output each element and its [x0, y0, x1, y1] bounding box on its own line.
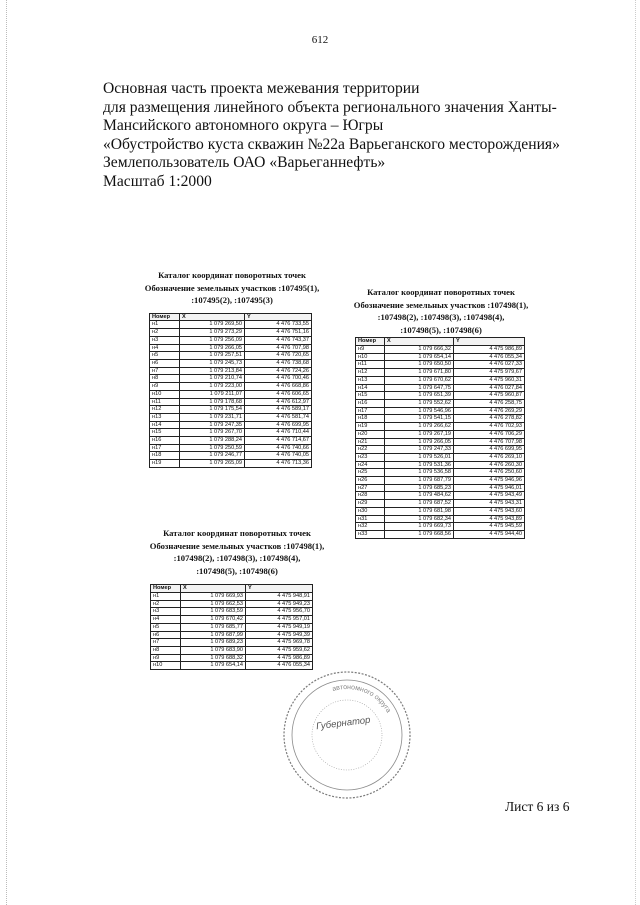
table-row	[356, 353, 525, 361]
table-row	[356, 407, 525, 415]
table-cell-x: 1 079 662,53	[181, 600, 246, 608]
table-row	[151, 623, 313, 631]
table-cell-num: н16	[150, 437, 180, 445]
table-cell-x: 1 079 247,35	[180, 421, 245, 429]
heading-line: Масштаб 1:2000	[103, 172, 212, 190]
table-cell-y: 4 475 956,70	[246, 608, 313, 616]
table-cell-num: н6	[151, 631, 181, 639]
table-cell-x: 1 079 689,23	[181, 639, 246, 647]
table-cell-x: 1 079 688,32	[181, 654, 246, 662]
coordinate-catalog-3	[137, 527, 337, 670]
table-header-row	[356, 338, 525, 346]
table-row	[151, 647, 313, 655]
table-cell-num: н9	[356, 346, 385, 354]
table-row	[150, 375, 312, 383]
table-row	[150, 460, 312, 468]
column-header: Номер	[151, 585, 181, 593]
table-cell-x: 1 079 654,14	[385, 353, 454, 361]
table-cell-x: 1 079 211,07	[180, 390, 245, 398]
table-cell-x: 1 079 484,62	[385, 492, 454, 500]
table-cell-num: н13	[356, 376, 385, 384]
table-cell-x: 1 079 654,14	[181, 662, 246, 670]
table-cell-num: н10	[150, 390, 180, 398]
column-header: Y	[454, 338, 525, 346]
table-cell-x: 1 079 526,01	[385, 453, 454, 461]
table-row	[356, 423, 525, 431]
table-cell-y: 4 476 250,60	[454, 469, 525, 477]
column-header: X	[180, 313, 245, 321]
table-cell-num: н6	[150, 360, 180, 368]
table-row	[150, 421, 312, 429]
catalog-title: Каталог координат поворотных точек	[367, 287, 515, 297]
table-row	[356, 477, 525, 485]
table-row	[356, 376, 525, 384]
table-cell-x: 1 079 247,33	[385, 446, 454, 454]
table-row	[356, 446, 525, 454]
table-cell-y: 4 476 027,84	[454, 384, 525, 392]
table-cell-num: н19	[356, 423, 385, 431]
table-cell-num: н19	[150, 460, 180, 468]
table-cell-num: н8	[150, 375, 180, 383]
table-cell-num: н20	[356, 430, 385, 438]
table-cell-num: н11	[150, 398, 180, 406]
table-cell-x: 1 079 223,00	[180, 383, 245, 391]
catalog-subtitle: :107495(2), :107495(3)	[191, 295, 273, 306]
table-cell-y: 4 475 959,62	[246, 647, 313, 655]
table-cell-num: н8	[151, 647, 181, 655]
table-row	[150, 367, 312, 375]
table-cell-y: 4 476 668,86	[245, 383, 312, 391]
table-cell-num: н24	[356, 461, 385, 469]
table-cell-y: 4 475 969,78	[246, 639, 313, 647]
table-cell-x: 1 079 213,84	[180, 367, 245, 375]
table-cell-y: 4 475 960,31	[454, 376, 525, 384]
coordinate-catalog-2	[336, 286, 546, 539]
catalog-subtitle: :107498(2), :107498(3), :107498(4),	[377, 312, 505, 323]
table-cell-x: 1 079 178,68	[180, 398, 245, 406]
table-cell-y: 4 475 949,23	[246, 600, 313, 608]
table-cell-x: 1 079 269,50	[180, 321, 245, 329]
table-row	[150, 321, 312, 329]
table-cell-num: н12	[150, 406, 180, 414]
table-cell-y: 4 476 710,44	[245, 429, 312, 437]
table-cell-y: 4 475 946,01	[454, 484, 525, 492]
table-cell-x: 1 079 671,80	[385, 369, 454, 377]
column-header: Номер	[150, 313, 180, 321]
table-header-row	[151, 585, 313, 593]
table-row	[356, 484, 525, 492]
column-header: Y	[246, 585, 313, 593]
table-cell-num: н27	[356, 484, 385, 492]
table-cell-num: н3	[151, 608, 181, 616]
table-row	[356, 515, 525, 523]
table-cell-num: н2	[150, 329, 180, 337]
table-cell-y: 4 476 055,34	[246, 662, 313, 670]
table-row	[356, 492, 525, 500]
table-cell-num: н5	[151, 623, 181, 631]
table-cell-y: 4 476 278,82	[454, 415, 525, 423]
table-cell-y: 4 476 751,16	[245, 329, 312, 337]
table-cell-y: 4 475 943,89	[454, 515, 525, 523]
table-cell-num: н7	[151, 639, 181, 647]
table-cell-y: 4 475 944,40	[454, 530, 525, 538]
table-cell-y: 4 475 986,89	[246, 654, 313, 662]
table-row	[356, 400, 525, 408]
table-cell-y: 4 476 724,26	[245, 367, 312, 375]
column-header: Y	[245, 313, 312, 321]
table-cell-x: 1 079 267,70	[180, 429, 245, 437]
table-cell-x: 1 079 651,39	[385, 392, 454, 400]
table-cell-num: н12	[356, 369, 385, 377]
table-row	[151, 608, 313, 616]
catalog-subtitle: Обозначение земельных участков :107498(1),	[353, 299, 529, 310]
coordinates-table	[149, 313, 312, 468]
table-cell-x: 1 079 669,73	[385, 523, 454, 531]
table-cell-x: 1 079 681,98	[385, 507, 454, 515]
table-cell-x: 1 079 175,54	[180, 406, 245, 414]
table-row	[356, 461, 525, 469]
seal-label: Губернатор	[315, 714, 371, 733]
table-row	[150, 352, 312, 360]
table-cell-num: н22	[356, 446, 385, 454]
table-cell-y: 4 475 943,60	[454, 507, 525, 515]
table-cell-x: 1 079 246,77	[180, 452, 245, 460]
table-cell-num: н15	[356, 392, 385, 400]
table-row	[151, 639, 313, 647]
catalog-subtitle: :107498(2), :107498(3), :107498(4),	[173, 553, 301, 564]
table-row	[150, 344, 312, 352]
table-cell-y: 4 475 960,87	[454, 392, 525, 400]
table-row	[150, 429, 312, 437]
table-cell-num: н26	[356, 477, 385, 485]
table-cell-y: 4 476 027,33	[454, 361, 525, 369]
table-row	[150, 329, 312, 337]
catalog-subtitle: Обозначение земельных участков :107498(1),	[149, 540, 325, 551]
table-cell-x: 1 079 685,23	[385, 484, 454, 492]
table-row	[150, 406, 312, 414]
table-cell-x: 1 079 265,09	[180, 460, 245, 468]
table-cell-y: 4 476 743,37	[245, 336, 312, 344]
table-cell-num: н14	[356, 384, 385, 392]
table-row	[356, 507, 525, 515]
table-cell-x: 1 079 531,36	[385, 461, 454, 469]
table-row	[151, 616, 313, 624]
table-cell-num: н33	[356, 530, 385, 538]
table-row	[150, 437, 312, 445]
table-cell-x: 1 079 552,62	[385, 400, 454, 408]
table-cell-x: 1 079 683,59	[181, 608, 246, 616]
seal-inner-ring	[312, 700, 382, 770]
catalog-title: Каталог координат поворотных точек	[158, 270, 306, 280]
document-heading	[103, 80, 623, 192]
table-row	[151, 654, 313, 662]
table-cell-x: 1 079 687,79	[385, 477, 454, 485]
table-row	[356, 523, 525, 531]
page-number: 612	[311, 34, 329, 46]
table-cell-num: н7	[150, 367, 180, 375]
table-cell-num: н10	[356, 353, 385, 361]
table-cell-num: н17	[150, 444, 180, 452]
table-cell-y: 4 476 700,46	[245, 375, 312, 383]
table-cell-x: 1 079 670,42	[181, 616, 246, 624]
table-cell-y: 4 476 720,65	[245, 352, 312, 360]
table-cell-y: 4 476 740,05	[245, 452, 312, 460]
catalog-subtitle: :107498(5), :107498(6)	[400, 324, 482, 335]
heading-line: «Обустройство куста скважин №22а Варьеганского месторождения»	[103, 135, 560, 153]
table-cell-num: н16	[356, 400, 385, 408]
table-row	[356, 469, 525, 477]
table-cell-x: 1 079 245,73	[180, 360, 245, 368]
table-cell-x: 1 079 682,34	[385, 515, 454, 523]
seal-middle-ring	[292, 680, 402, 790]
table-cell-num: н10	[151, 662, 181, 670]
table-cell-x: 1 079 683,90	[181, 647, 246, 655]
table-cell-y: 4 476 589,17	[245, 406, 312, 414]
table-cell-y: 4 476 713,36	[245, 460, 312, 468]
sheet-number: Лист 6 из 6	[505, 799, 570, 814]
table-cell-num: н4	[150, 344, 180, 352]
table-cell-y: 4 476 702,93	[454, 423, 525, 431]
table-cell-x: 1 079 210,74	[180, 375, 245, 383]
table-cell-num: н18	[150, 452, 180, 460]
table-cell-y: 4 476 740,66	[245, 444, 312, 452]
heading-line: для размещения линейного объекта регионального значения Ханты-	[103, 98, 557, 116]
table-row	[356, 392, 525, 400]
table-row	[356, 500, 525, 508]
table-cell-x: 1 079 650,50	[385, 361, 454, 369]
table-row	[151, 631, 313, 639]
catalog-title: Каталог координат поворотных точек	[163, 528, 311, 538]
table-cell-num: н9	[150, 383, 180, 391]
table-cell-y: 4 475 979,67	[454, 369, 525, 377]
table-row	[356, 384, 525, 392]
table-row	[356, 415, 525, 423]
table-cell-y: 4 476 055,34	[454, 353, 525, 361]
heading-line: Землепользователь ОАО «Варьеганнефть»	[103, 154, 386, 172]
table-cell-num: н31	[356, 515, 385, 523]
table-cell-x: 1 079 288,24	[180, 437, 245, 445]
table-row	[356, 453, 525, 461]
table-cell-x: 1 079 250,59	[180, 444, 245, 452]
table-row	[150, 383, 312, 391]
table-cell-num: н17	[356, 407, 385, 415]
table-cell-x: 1 079 541,15	[385, 415, 454, 423]
table-cell-y: 4 475 949,19	[246, 623, 313, 631]
table-cell-y: 4 475 957,01	[246, 616, 313, 624]
column-header: X	[181, 585, 246, 593]
table-cell-y: 4 475 946,96	[454, 477, 525, 485]
table-row	[150, 444, 312, 452]
table-cell-y: 4 476 707,98	[454, 438, 525, 446]
table-cell-x: 1 079 231,71	[180, 413, 245, 421]
table-cell-y: 4 475 949,39	[246, 631, 313, 639]
table-cell-num: н9	[151, 654, 181, 662]
table-cell-x: 1 079 546,96	[385, 407, 454, 415]
table-row	[356, 369, 525, 377]
table-cell-y: 4 476 581,74	[245, 413, 312, 421]
table-cell-x: 1 079 687,99	[181, 631, 246, 639]
page-edge-right	[635, 0, 636, 905]
table-cell-num: н23	[356, 453, 385, 461]
table-cell-x: 1 079 266,05	[385, 438, 454, 446]
table-cell-x: 1 079 267,19	[385, 430, 454, 438]
table-cell-num: н30	[356, 507, 385, 515]
table-cell-num: н13	[150, 413, 180, 421]
table-row	[356, 530, 525, 538]
coordinates-table	[150, 584, 313, 670]
table-header-row	[150, 313, 312, 321]
table-cell-num: н3	[150, 336, 180, 344]
table-row	[356, 438, 525, 446]
table-cell-x: 1 079 266,62	[385, 423, 454, 431]
column-header: Номер	[356, 338, 385, 346]
table-cell-num: н21	[356, 438, 385, 446]
table-row	[150, 452, 312, 460]
table-cell-y: 4 476 699,95	[245, 421, 312, 429]
table-row	[151, 600, 313, 608]
table-cell-num: н18	[356, 415, 385, 423]
table-cell-y: 4 476 269,29	[454, 407, 525, 415]
table-cell-y: 4 475 986,89	[454, 346, 525, 354]
table-cell-x: 1 079 536,58	[385, 469, 454, 477]
table-cell-y: 4 476 714,67	[245, 437, 312, 445]
heading-line: Основная часть проекта межевания территории	[103, 80, 420, 97]
table-cell-num: н28	[356, 492, 385, 500]
column-header: X	[385, 338, 454, 346]
table-cell-x: 1 079 266,05	[180, 344, 245, 352]
table-cell-y: 4 476 612,97	[245, 398, 312, 406]
heading-line: Мансийского автономного округа – Югры	[103, 117, 384, 135]
table-cell-x: 1 079 687,52	[385, 500, 454, 508]
table-cell-x: 1 079 666,32	[385, 346, 454, 354]
table-row	[356, 361, 525, 369]
table-cell-x: 1 079 668,56	[385, 530, 454, 538]
table-cell-x: 1 079 273,29	[180, 329, 245, 337]
table-row	[150, 413, 312, 421]
table-row	[150, 336, 312, 344]
table-cell-x: 1 079 669,93	[181, 593, 246, 601]
table-row	[151, 593, 313, 601]
table-cell-num: н2	[151, 600, 181, 608]
table-cell-y: 4 476 707,98	[245, 344, 312, 352]
table-cell-num: н32	[356, 523, 385, 531]
seal-stamp	[279, 667, 415, 803]
table-cell-y: 4 476 269,10	[454, 453, 525, 461]
table-cell-x: 1 079 256,09	[180, 336, 245, 344]
table-row	[150, 390, 312, 398]
table-cell-y: 4 475 945,59	[454, 523, 525, 531]
table-row	[150, 360, 312, 368]
table-cell-y: 4 476 260,30	[454, 461, 525, 469]
table-cell-x: 1 079 647,75	[385, 384, 454, 392]
table-row	[150, 398, 312, 406]
table-cell-y: 4 476 699,95	[454, 446, 525, 454]
table-cell-x: 1 079 257,51	[180, 352, 245, 360]
catalog-subtitle: :107498(5), :107498(6)	[196, 565, 278, 576]
seal-ring-text: автономного округа	[331, 683, 392, 715]
table-cell-y: 4 476 258,75	[454, 400, 525, 408]
table-cell-y: 4 475 948,91	[246, 593, 313, 601]
table-cell-y: 4 476 706,29	[454, 430, 525, 438]
table-cell-y: 4 475 943,49	[454, 492, 525, 500]
coordinates-table	[355, 337, 525, 538]
table-cell-y: 4 475 943,31	[454, 500, 525, 508]
table-cell-num: н14	[150, 421, 180, 429]
table-cell-y: 4 476 606,65	[245, 390, 312, 398]
table-cell-num: н5	[150, 352, 180, 360]
table-cell-num: н29	[356, 500, 385, 508]
coordinate-catalog-1	[132, 269, 332, 468]
table-cell-y: 4 476 738,68	[245, 360, 312, 368]
table-cell-x: 1 079 685,77	[181, 623, 246, 631]
table-cell-num: н15	[150, 429, 180, 437]
table-cell-num: н4	[151, 616, 181, 624]
table-row	[356, 430, 525, 438]
page-edge-left	[6, 0, 7, 905]
table-cell-num: н1	[151, 593, 181, 601]
catalog-subtitle: Обозначение земельных участков :107495(1),	[144, 282, 320, 293]
table-cell-x: 1 079 670,62	[385, 376, 454, 384]
table-cell-num: н11	[356, 361, 385, 369]
table-cell-y: 4 476 733,55	[245, 321, 312, 329]
table-row	[356, 346, 525, 354]
table-cell-num: н1	[150, 321, 180, 329]
table-cell-num: н25	[356, 469, 385, 477]
